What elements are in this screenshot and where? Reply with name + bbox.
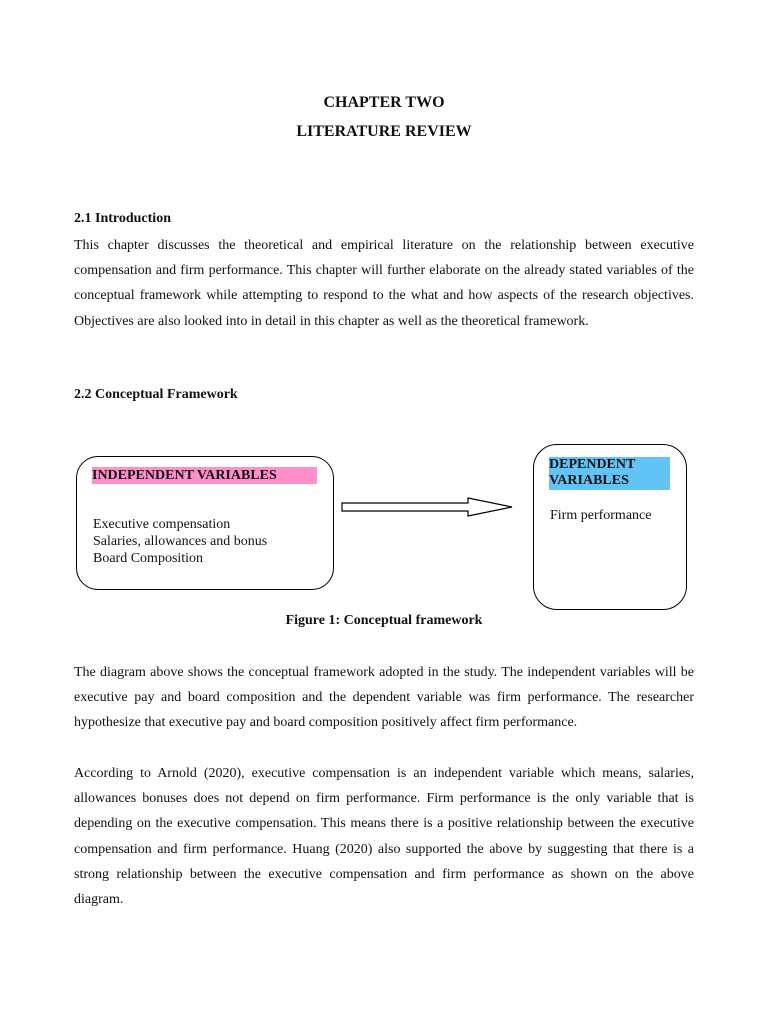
introduction-paragraph: This chapter discusses the theoretical and empirical literature on the relationship between executive compensation and firm performance. This chapter will further elaborate on the already stated variables of the conceptual framework while attempting to respond to the what and how aspects of the research objectives. Objectives are also looked into in detail in this chapter as well as the theoretical framework. [74,238,694,329]
introduction-heading: 2.1 Introduction [74,211,171,226]
independent-variable-item: Executive compensation [93,517,231,532]
figure-caption: Figure 1: Conceptual framework [285,613,483,628]
arrow-right-icon [340,496,516,518]
dependent-variable-item: Firm performance [550,508,652,523]
dependent-variables-label: DEPENDENT VARIABLES [549,457,670,490]
chapter-title: LITERATURE REVIEW [296,123,472,140]
independent-variable-item: Salaries, allowances and bonus [93,534,268,549]
independent-variable-item: Board Composition [93,551,204,566]
arnold-citation-paragraph: According to Arnold (2020), executive compensation is an independent variable which means, salaries, allowances bonuses does not depend on firm performance. Firm performance is the only variable that is depending on the executive compensation. This means there is a positive relationship between the executive compensation and firm performance. Huang (2020) also supported the above by suggesting that there is a strong relationship between the executive compensation and firm performance as shown on the above diagram. [74,766,694,908]
independent-variables-label: INDEPENDENT VARIABLES [92,467,317,484]
conceptual-framework-heading: 2.2 Conceptual Framework [74,387,238,402]
chapter-number-title: CHAPTER TWO [323,94,445,111]
diagram-explanation-paragraph: The diagram above shows the conceptual framework adopted in the study. The independent variables will be executive pay and board composition and the dependent variable was firm performance. The researcher hypothesize that executive pay and board composition positively affect firm performance. [74,665,694,731]
